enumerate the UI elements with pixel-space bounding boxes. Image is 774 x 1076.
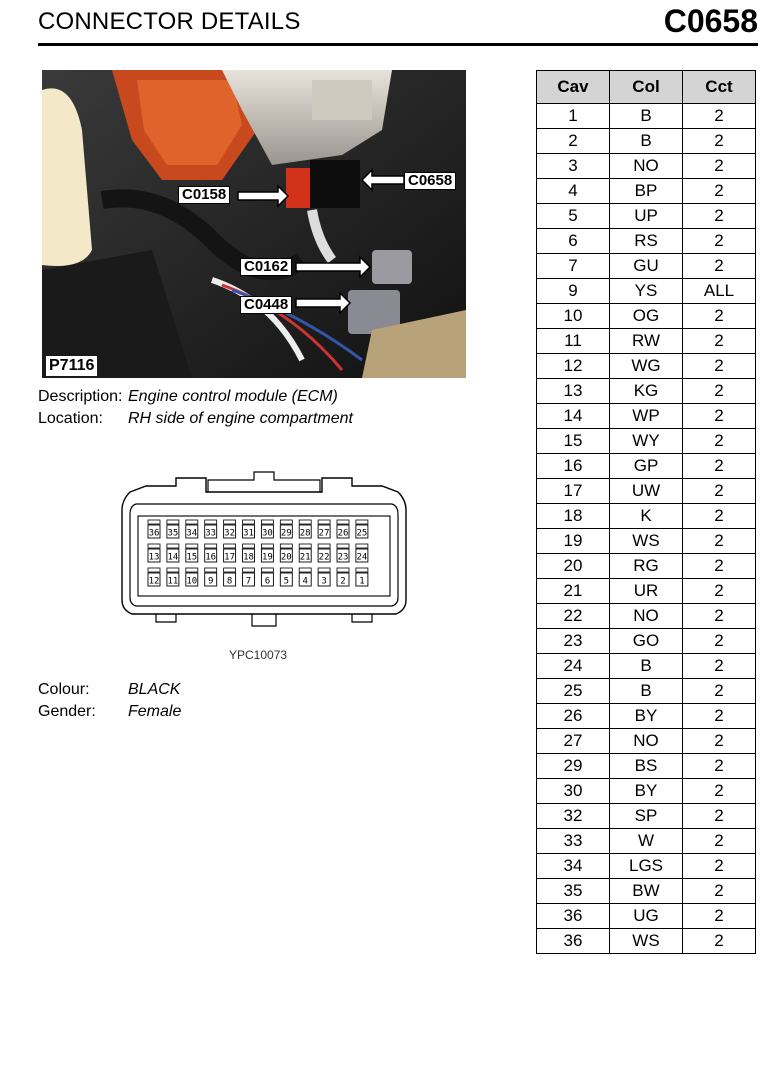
circuit-cell: 2 bbox=[683, 104, 756, 129]
pin-number: 1 bbox=[359, 576, 365, 587]
location-value: RH side of engine compartment bbox=[128, 410, 353, 427]
colour-cell: B bbox=[610, 129, 683, 154]
circuit-cell: 2 bbox=[683, 879, 756, 904]
pin-number: 26 bbox=[337, 528, 349, 539]
pin-number: 16 bbox=[205, 552, 217, 563]
colour-cell: NO bbox=[610, 729, 683, 754]
cavity-cell: 11 bbox=[537, 329, 610, 354]
colour-cell: LGS bbox=[610, 854, 683, 879]
table-row bbox=[537, 304, 756, 329]
cavity-cell: 16 bbox=[537, 454, 610, 479]
pin-cavity bbox=[318, 568, 330, 587]
cavity-cell: 6 bbox=[537, 229, 610, 254]
cavity-cell: 36 bbox=[537, 904, 610, 929]
circuit-cell: 2 bbox=[683, 129, 756, 154]
colour-cell: WP bbox=[610, 404, 683, 429]
pin-cavity bbox=[280, 568, 292, 587]
pin-cavity bbox=[148, 568, 160, 587]
callout-c0158: C0158 bbox=[178, 186, 230, 204]
table-body bbox=[537, 104, 756, 954]
callout-c0448: C0448 bbox=[240, 296, 292, 314]
pin-number: 13 bbox=[148, 552, 160, 563]
table-row bbox=[537, 679, 756, 704]
circuit-cell: 2 bbox=[683, 754, 756, 779]
page-title: CONNECTOR DETAILS bbox=[38, 8, 301, 35]
pin-cavity bbox=[167, 568, 179, 587]
table-row bbox=[537, 204, 756, 229]
pin-number: 17 bbox=[224, 552, 236, 563]
table-row bbox=[537, 704, 756, 729]
circuit-cell: 2 bbox=[683, 904, 756, 929]
table-row bbox=[537, 179, 756, 204]
circuit-cell: 2 bbox=[683, 454, 756, 479]
pin-cavity bbox=[186, 568, 198, 587]
pin-cavity bbox=[299, 544, 311, 563]
header-col: Col bbox=[610, 71, 683, 104]
colour-cell: K bbox=[610, 504, 683, 529]
circuit-cell: 2 bbox=[683, 929, 756, 954]
cavity-cell: 13 bbox=[537, 379, 610, 404]
table-row bbox=[537, 929, 756, 954]
table-header-row bbox=[537, 71, 756, 104]
pin-number: 28 bbox=[299, 528, 311, 539]
pin-number: 25 bbox=[356, 528, 368, 539]
cavity-cell: 26 bbox=[537, 704, 610, 729]
colour-cell: B bbox=[610, 654, 683, 679]
pin-number: 18 bbox=[243, 552, 254, 563]
pin-cavity bbox=[299, 520, 311, 539]
pin-number: 12 bbox=[148, 576, 160, 587]
connector-location-photo bbox=[42, 70, 466, 378]
pin-cavity bbox=[299, 568, 311, 587]
gender-label: Gender: bbox=[38, 703, 96, 720]
pin-cavity bbox=[148, 544, 160, 563]
cavity-cell: 14 bbox=[537, 404, 610, 429]
table-row bbox=[537, 329, 756, 354]
pin-number: 14 bbox=[167, 552, 179, 563]
pin-number: 5 bbox=[283, 576, 290, 587]
table-row bbox=[537, 479, 756, 504]
pin-number: 21 bbox=[299, 552, 311, 563]
pin-cavity bbox=[280, 520, 292, 539]
pin-cavity bbox=[224, 520, 236, 539]
cavity-cell: 32 bbox=[537, 804, 610, 829]
cavity-cell: 2 bbox=[537, 129, 610, 154]
cavity-cell: 15 bbox=[537, 429, 610, 454]
pinout-table bbox=[536, 70, 756, 954]
table-row bbox=[537, 454, 756, 479]
cavity-cell: 24 bbox=[537, 654, 610, 679]
cavity-cell: 30 bbox=[537, 779, 610, 804]
table-row bbox=[537, 129, 756, 154]
colour-cell: NO bbox=[610, 154, 683, 179]
circuit-cell: 2 bbox=[683, 679, 756, 704]
colour-cell: WS bbox=[610, 929, 683, 954]
circuit-cell: 2 bbox=[683, 629, 756, 654]
pin-cavity bbox=[337, 544, 349, 563]
circuit-cell: 2 bbox=[683, 804, 756, 829]
header-cct: Cct bbox=[683, 71, 756, 104]
colour-cell: RW bbox=[610, 329, 683, 354]
pin-cavity bbox=[243, 520, 255, 539]
circuit-cell: 2 bbox=[683, 579, 756, 604]
table-row bbox=[537, 754, 756, 779]
description-label: Description: bbox=[38, 388, 123, 405]
cavity-cell: 3 bbox=[537, 154, 610, 179]
table-row bbox=[537, 604, 756, 629]
cavity-cell: 29 bbox=[537, 754, 610, 779]
colour-cell: BY bbox=[610, 704, 683, 729]
circuit-cell: 2 bbox=[683, 429, 756, 454]
header-cav: Cav bbox=[537, 71, 610, 104]
table-row bbox=[537, 404, 756, 429]
table-row bbox=[537, 729, 756, 754]
table-row bbox=[537, 879, 756, 904]
location-label: Location: bbox=[38, 410, 103, 427]
location-row bbox=[38, 409, 353, 429]
pin-number: 36 bbox=[148, 528, 160, 539]
pin-cavity bbox=[205, 568, 217, 587]
colour-cell: B bbox=[610, 679, 683, 704]
pin-number: 2 bbox=[340, 576, 346, 587]
pin-cavity bbox=[356, 520, 368, 539]
colour-cell: WY bbox=[610, 429, 683, 454]
pin-number: 29 bbox=[280, 528, 292, 539]
pin-cavity bbox=[167, 520, 179, 539]
table-row bbox=[537, 379, 756, 404]
cavity-cell: 23 bbox=[537, 629, 610, 654]
cavity-cell: 20 bbox=[537, 554, 610, 579]
pin-number: 33 bbox=[205, 528, 217, 539]
cavity-cell: 36 bbox=[537, 929, 610, 954]
pin-number: 27 bbox=[318, 528, 330, 539]
pin-number: 10 bbox=[186, 576, 198, 587]
cavity-cell: 35 bbox=[537, 879, 610, 904]
pin-number: 19 bbox=[261, 552, 273, 563]
table-row bbox=[537, 654, 756, 679]
pin-number: 15 bbox=[186, 552, 198, 563]
circuit-cell: 2 bbox=[683, 704, 756, 729]
cavity-cell: 22 bbox=[537, 604, 610, 629]
circuit-cell: 2 bbox=[683, 529, 756, 554]
colour-cell: OG bbox=[610, 304, 683, 329]
circuit-cell: 2 bbox=[683, 379, 756, 404]
circuit-cell: 2 bbox=[683, 179, 756, 204]
table-row bbox=[537, 279, 756, 304]
cavity-cell: 21 bbox=[537, 579, 610, 604]
pin-cavity bbox=[243, 568, 255, 587]
circuit-cell: ALL bbox=[683, 279, 756, 304]
colour-cell: SP bbox=[610, 804, 683, 829]
colour-cell: RG bbox=[610, 554, 683, 579]
colour-cell: GU bbox=[610, 254, 683, 279]
circuit-cell: 2 bbox=[683, 154, 756, 179]
circuit-cell: 2 bbox=[683, 604, 756, 629]
pin-cavity bbox=[224, 568, 236, 587]
pin-number: 9 bbox=[207, 576, 214, 587]
pin-cavity bbox=[261, 520, 273, 539]
colour-cell: GO bbox=[610, 629, 683, 654]
table-row bbox=[537, 829, 756, 854]
circuit-cell: 2 bbox=[683, 229, 756, 254]
pin-number: 8 bbox=[226, 576, 233, 587]
pin-number: 34 bbox=[186, 528, 198, 539]
circuit-cell: 2 bbox=[683, 329, 756, 354]
table-row bbox=[537, 229, 756, 254]
pin-number: 22 bbox=[318, 552, 330, 563]
circuit-cell: 2 bbox=[683, 479, 756, 504]
pin-cavity bbox=[261, 544, 273, 563]
pin-cavity bbox=[205, 544, 217, 563]
table-row bbox=[537, 429, 756, 454]
colour-cell: BP bbox=[610, 179, 683, 204]
cavity-cell: 4 bbox=[537, 179, 610, 204]
colour-label: Colour: bbox=[38, 681, 90, 698]
table-row bbox=[537, 779, 756, 804]
pin-cavity bbox=[356, 568, 368, 587]
pin-number: 35 bbox=[167, 528, 179, 539]
pin-number: 7 bbox=[245, 576, 252, 587]
table-row bbox=[537, 579, 756, 604]
pin-cavity bbox=[243, 544, 255, 563]
cavity-cell: 10 bbox=[537, 304, 610, 329]
circuit-cell: 2 bbox=[683, 854, 756, 879]
circuit-cell: 2 bbox=[683, 729, 756, 754]
table-row bbox=[537, 854, 756, 879]
circuit-cell: 2 bbox=[683, 554, 756, 579]
cavity-cell: 12 bbox=[537, 354, 610, 379]
pin-cavity bbox=[337, 520, 349, 539]
table-row bbox=[537, 554, 756, 579]
diagram-reference: YPC10073 bbox=[229, 648, 288, 662]
pin-number: 23 bbox=[337, 552, 349, 563]
callout-c0162: C0162 bbox=[240, 258, 292, 276]
circuit-cell: 2 bbox=[683, 354, 756, 379]
colour-cell: GP bbox=[610, 454, 683, 479]
pin-cavity bbox=[280, 544, 292, 563]
pin-cavity bbox=[318, 544, 330, 563]
colour-row bbox=[38, 680, 180, 700]
table-row bbox=[537, 154, 756, 179]
colour-cell: RS bbox=[610, 229, 683, 254]
cavity-cell: 25 bbox=[537, 679, 610, 704]
circuit-cell: 2 bbox=[683, 829, 756, 854]
cavity-cell: 18 bbox=[537, 504, 610, 529]
pin-cavity bbox=[261, 568, 273, 587]
cavity-cell: 19 bbox=[537, 529, 610, 554]
header-rule bbox=[38, 43, 758, 46]
table-row bbox=[537, 904, 756, 929]
pin-number: 24 bbox=[356, 552, 368, 563]
colour-cell: UR bbox=[610, 579, 683, 604]
circuit-cell: 2 bbox=[683, 304, 756, 329]
pin-number: 6 bbox=[264, 576, 271, 587]
table-row bbox=[537, 104, 756, 129]
colour-cell: UP bbox=[610, 204, 683, 229]
cavity-cell: 34 bbox=[537, 854, 610, 879]
cavity-cell: 1 bbox=[537, 104, 610, 129]
connector-code: C0658 bbox=[663, 3, 758, 39]
colour-cell: KG bbox=[610, 379, 683, 404]
cavity-cell: 17 bbox=[537, 479, 610, 504]
pin-cavity bbox=[186, 520, 198, 539]
cavity-cell: 9 bbox=[537, 279, 610, 304]
gender-row bbox=[38, 702, 181, 722]
circuit-cell: 2 bbox=[683, 254, 756, 279]
table-row bbox=[537, 504, 756, 529]
colour-cell: YS bbox=[610, 279, 683, 304]
colour-cell: WS bbox=[610, 529, 683, 554]
gender-value: Female bbox=[128, 703, 182, 720]
pin-cavity bbox=[356, 544, 368, 563]
table-row bbox=[537, 529, 756, 554]
connector-face-diagram bbox=[116, 470, 412, 639]
pin-cavity bbox=[167, 544, 179, 563]
pin-number: 20 bbox=[280, 552, 292, 563]
pin-cavity bbox=[224, 544, 236, 563]
colour-cell: BY bbox=[610, 779, 683, 804]
pin-number: 31 bbox=[243, 528, 254, 539]
photo-reference: P7116 bbox=[46, 356, 97, 376]
colour-cell: UG bbox=[610, 904, 683, 929]
pin-cavity bbox=[337, 568, 349, 587]
table-row bbox=[537, 354, 756, 379]
colour-cell: NO bbox=[610, 604, 683, 629]
description-row bbox=[38, 387, 338, 407]
circuit-cell: 2 bbox=[683, 404, 756, 429]
table-row bbox=[537, 254, 756, 279]
cavity-cell: 7 bbox=[537, 254, 610, 279]
pin-number: 4 bbox=[302, 576, 308, 587]
pin-cavity bbox=[148, 520, 160, 539]
description-value: Engine control module (ECM) bbox=[128, 388, 338, 405]
cavity-cell: 27 bbox=[537, 729, 610, 754]
pin-number: 30 bbox=[261, 528, 273, 539]
circuit-cell: 2 bbox=[683, 654, 756, 679]
colour-cell: W bbox=[610, 829, 683, 854]
circuit-cell: 2 bbox=[683, 779, 756, 804]
colour-cell: BW bbox=[610, 879, 683, 904]
pin-number: 11 bbox=[167, 576, 179, 587]
circuit-cell: 2 bbox=[683, 204, 756, 229]
callout-c0658: C0658 bbox=[404, 172, 456, 190]
pin-cavity bbox=[205, 520, 217, 539]
table-row bbox=[537, 629, 756, 654]
cavity-cell: 33 bbox=[537, 829, 610, 854]
pin-number: 3 bbox=[321, 576, 327, 587]
circuit-cell: 2 bbox=[683, 504, 756, 529]
colour-cell: WG bbox=[610, 354, 683, 379]
colour-cell: UW bbox=[610, 479, 683, 504]
pin-cavity bbox=[186, 544, 198, 563]
colour-value: BLACK bbox=[128, 681, 181, 698]
pin-number: 32 bbox=[224, 528, 236, 539]
table-row bbox=[537, 804, 756, 829]
colour-cell: B bbox=[610, 104, 683, 129]
colour-cell: BS bbox=[610, 754, 683, 779]
pin-cavity bbox=[318, 520, 330, 539]
cavity-cell: 5 bbox=[537, 204, 610, 229]
